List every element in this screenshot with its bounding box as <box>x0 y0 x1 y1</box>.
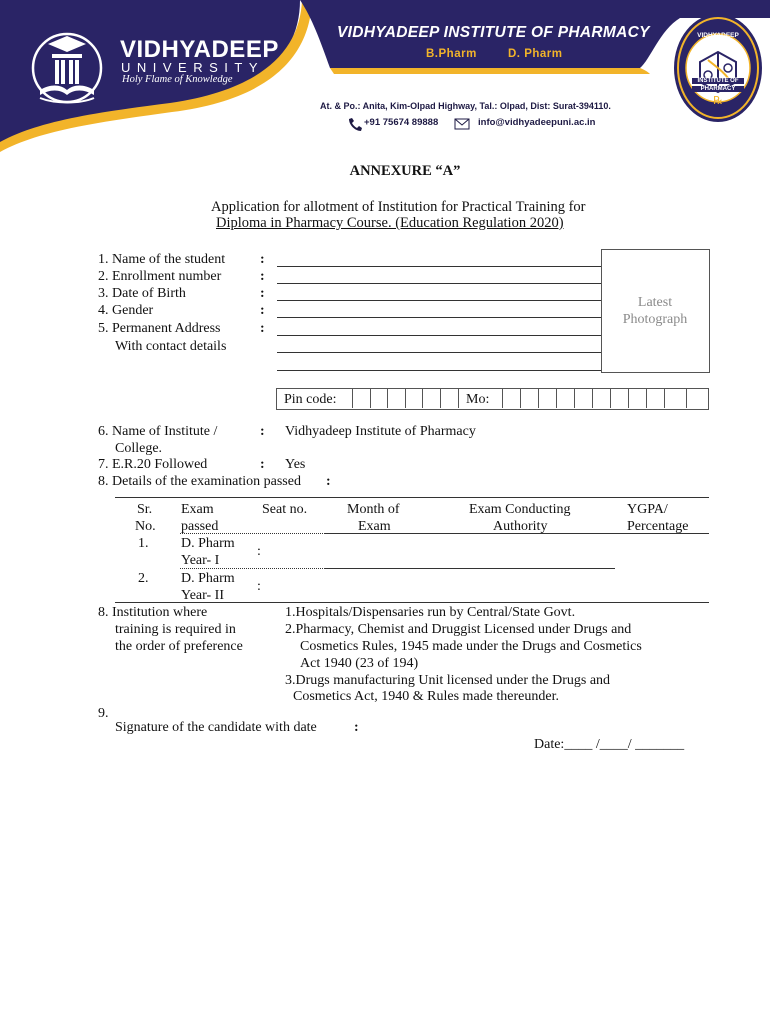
date-field[interactable]: Date:____ /____/ _______ <box>534 737 685 752</box>
field-label-contact: With contact details <box>115 339 227 354</box>
phone-icon <box>349 118 362 131</box>
field-label-student-name: 1. Name of the student <box>98 252 226 267</box>
institute-address: At. & Po.: Anita, Kim-Olpad Highway, Tal.: Olpad, Dist: Surat-394110. <box>320 101 611 111</box>
mobile-cell[interactable] <box>610 388 611 408</box>
row1-exam-1: D. Pharm <box>181 536 235 551</box>
row2-exam-1: D. Pharm <box>181 571 235 586</box>
student-name-line[interactable] <box>277 266 601 267</box>
pin-code-label: Pin code: <box>284 392 337 407</box>
mail-icon <box>455 119 469 129</box>
preference-3: 3.Drugs manufacturing Unit licensed under the Drugs and <box>285 673 611 688</box>
item6-label-2: College. <box>115 441 163 456</box>
item8b-label-2: training is required in <box>115 622 236 637</box>
mobile-cell[interactable] <box>574 388 575 408</box>
dob-line[interactable] <box>277 300 601 301</box>
th-month-2: Exam <box>358 519 391 534</box>
th-authority-2: Authority <box>493 519 548 534</box>
field-label-address: 5. Permanent Address <box>98 321 221 336</box>
mobile-cell[interactable] <box>646 388 647 408</box>
field-colon: : <box>260 252 265 267</box>
item6-label-1: 6. Name of Institute / <box>98 424 218 439</box>
institute-phone: +91 75674 89888 <box>364 117 439 128</box>
preference-2: 2.Pharmacy, Chemist and Druggist Licensed under Drugs and <box>285 622 632 637</box>
exam-table-header-divider <box>180 533 325 534</box>
item8-colon: : <box>326 474 331 489</box>
emblem-top-text: VIDHYADEEP <box>697 32 739 39</box>
preference-2-cont: Cosmetics Rules, 1945 made under the Drugs and Cosmetics <box>300 639 642 654</box>
th-exam-1: Exam <box>181 502 214 517</box>
university-tagline: Holy Flame of Knowledge <box>122 74 233 85</box>
enrollment-line[interactable] <box>277 283 601 284</box>
exam-table-top-border <box>115 497 709 498</box>
preference-3-cont: Cosmetics Act, 1940 & Rules made thereunder. <box>293 689 559 704</box>
mobile-cell[interactable] <box>502 388 503 408</box>
th-seat: Seat no. <box>262 502 308 517</box>
field-colon: : <box>260 269 265 284</box>
signature-label: Signature of the candidate with date <box>115 720 317 735</box>
row2-colon: : <box>257 579 261 594</box>
mobile-cell[interactable] <box>556 388 557 408</box>
th-authority-1: Exam Conducting <box>469 502 571 517</box>
exam-table-header-divider <box>325 533 709 534</box>
pin-mobile-grid <box>276 388 709 410</box>
item8b-label-1: 8. Institution where <box>98 605 208 620</box>
field-colon: : <box>260 303 265 318</box>
mobile-cell[interactable] <box>686 388 687 408</box>
mobile-cell[interactable] <box>592 388 593 408</box>
emblem-bottom-text-2: PHARMACY <box>692 86 744 92</box>
annexure-title: ANNEXURE “A” <box>349 163 461 179</box>
pin-cell[interactable] <box>422 388 423 408</box>
th-ygpa-1: YGPA/ <box>627 502 668 517</box>
item7-colon: : <box>260 457 265 472</box>
item7-label: 7. E.R.20 Followed <box>98 457 208 472</box>
course-bpharm: B.Pharm <box>426 48 477 60</box>
th-month-1: Month of <box>347 502 400 517</box>
th-exam-2: passed <box>181 519 219 534</box>
university-subtitle: UNIVERSITY <box>121 60 265 75</box>
item9-label: 9. <box>98 706 109 721</box>
row2-sr: 2. <box>138 571 149 586</box>
th-sr-1: Sr. <box>137 502 153 517</box>
mobile-divider <box>458 388 459 408</box>
field-label-gender: 4. Gender <box>98 303 154 318</box>
photo-label-2: Photograph <box>622 312 688 327</box>
university-name: VIDHYADEEP <box>120 36 279 63</box>
item7-value: Yes <box>285 457 306 472</box>
photo-label-1: Latest <box>637 295 673 310</box>
pin-cell[interactable] <box>405 388 406 408</box>
mobile-cell[interactable] <box>520 388 521 408</box>
item8b-label-3: the order of preference <box>115 639 243 654</box>
preference-1: 1.Hospitals/Dispensaries run by Central/State Govt. <box>285 605 576 620</box>
emblem-rx: ℞ <box>713 95 723 107</box>
th-ygpa-2: Percentage <box>627 519 689 534</box>
row1-colon: : <box>257 544 261 559</box>
field-label-enrollment: 2. Enrollment number <box>98 269 222 284</box>
item6-value: Vidhyadeep Institute of Pharmacy <box>285 424 476 439</box>
row1-sr: 1. <box>138 536 149 551</box>
signature-colon: : <box>354 720 359 735</box>
form-subtitle-2: Diploma in Pharmacy Course. (Education Regulation 2020) <box>216 215 564 231</box>
field-colon: : <box>260 321 265 336</box>
exam-table-bottom-border <box>115 602 709 603</box>
form-subtitle-1: Application for allotment of Institution for Practical Training for <box>211 199 586 215</box>
institute-name: VIDHYADEEP INSTITUTE OF PHARMACY <box>337 24 650 41</box>
pin-cell[interactable] <box>370 388 371 408</box>
exam-table-row-divider[interactable] <box>325 568 615 569</box>
course-dpharm: D. Pharm <box>508 48 563 60</box>
pin-cell[interactable] <box>440 388 441 408</box>
item6-colon: : <box>260 424 265 439</box>
row1-exam-2: Year- I <box>181 553 220 568</box>
exam-table-row-divider <box>180 568 325 569</box>
mobile-cell[interactable] <box>664 388 665 408</box>
preference-2-cont: Act 1940 (23 of 194) <box>300 656 419 671</box>
mobile-label: Mo: <box>466 392 490 407</box>
item8-label: 8. Details of the examination passed <box>98 474 301 489</box>
pin-cell[interactable] <box>387 388 388 408</box>
address-line-2[interactable] <box>277 352 601 353</box>
pin-cell[interactable] <box>352 388 353 408</box>
field-colon: : <box>260 286 265 301</box>
th-sr-2: No. <box>135 519 156 534</box>
row2-exam-2: Year- II <box>181 588 225 603</box>
mobile-cell[interactable] <box>628 388 629 408</box>
address-line-3[interactable] <box>277 370 601 371</box>
field-label-dob: 3. Date of Birth <box>98 286 186 301</box>
address-line-1[interactable] <box>277 335 601 336</box>
mobile-cell[interactable] <box>538 388 539 408</box>
institute-email: info@vidhyadeepuni.ac.in <box>478 117 596 128</box>
gender-line[interactable] <box>277 317 601 318</box>
emblem-bottom-text-1: INSTITUTE OF <box>692 78 744 84</box>
